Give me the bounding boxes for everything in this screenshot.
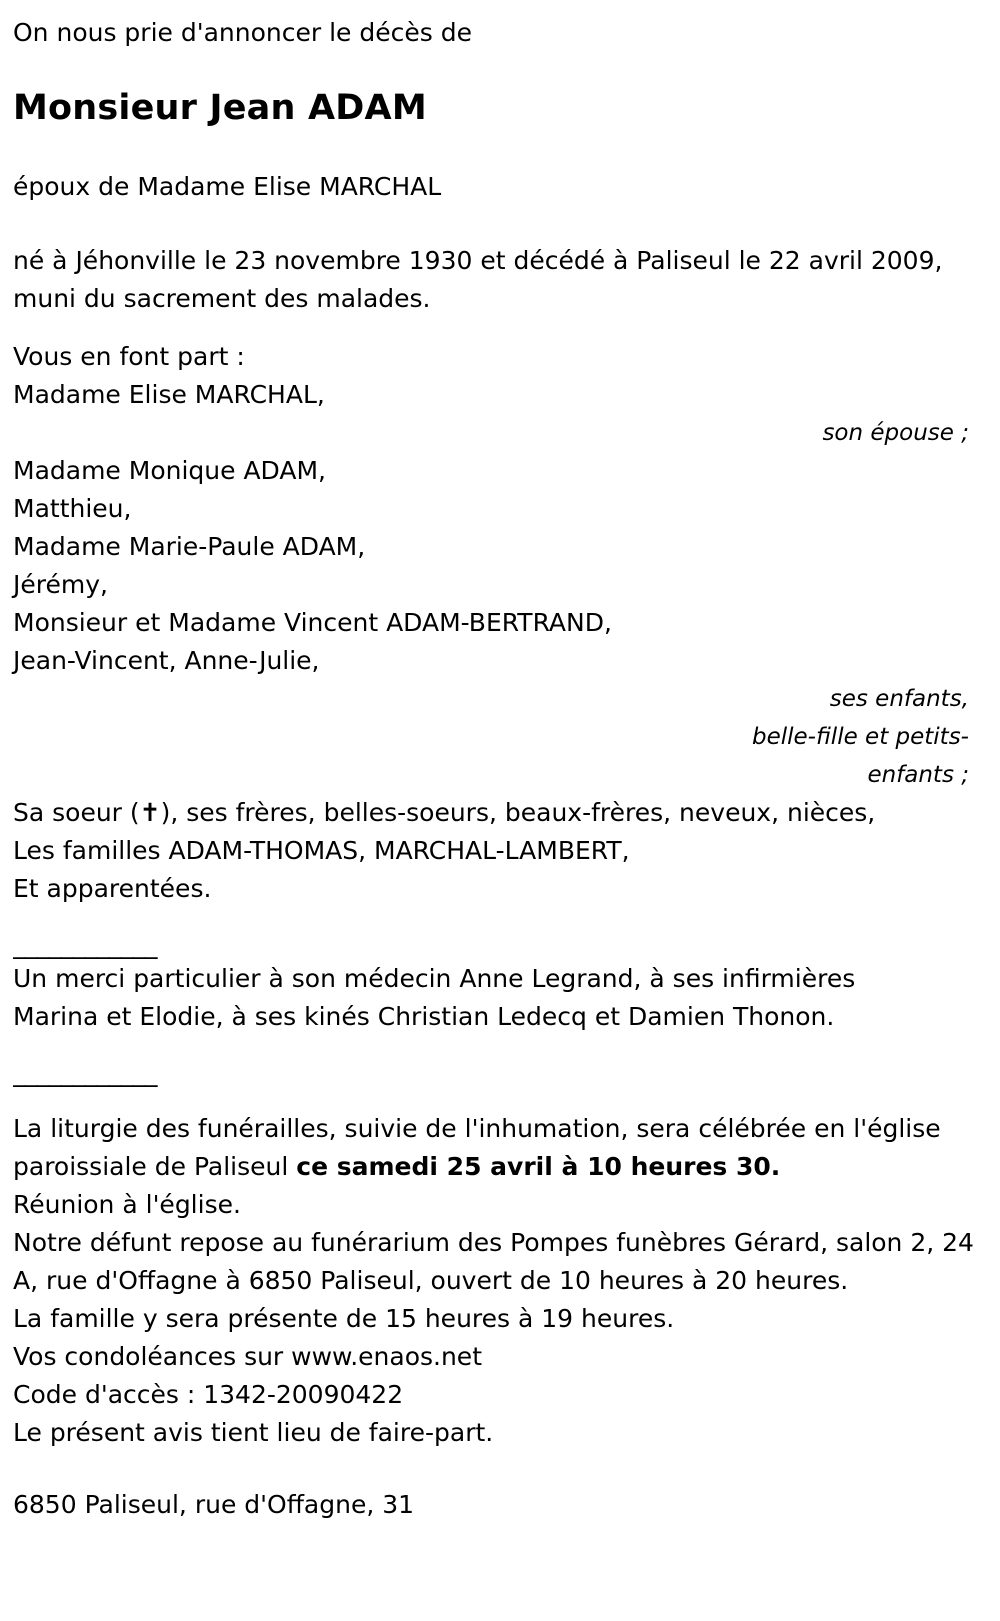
extended-family-line: Les familles ADAM-THOMAS, MARCHAL-LAMBERT,: [13, 836, 630, 865]
mourner-name: Monsieur et Madame Vincent ADAM-BERTRAND,: [13, 608, 612, 637]
relation-children-line-3: enfants ;: [867, 762, 969, 788]
thanks-line-2: Marina et Elodie, à ses kinés Christian Ledecq et Damien Thonon.: [13, 1002, 835, 1031]
mourners-intro: Vous en font part :: [13, 342, 245, 371]
deceased-name: Monsieur Jean ADAM: [13, 88, 427, 128]
section-divider: ____________: [13, 1058, 157, 1087]
family-presence-line: La famille y sera présente de 15 heures à 19 heures.: [13, 1304, 675, 1333]
extended-family-line: Et apparentées.: [13, 874, 212, 903]
birth-death-line-1: né à Jéhonville le 23 novembre 1930 et décédé à Paliseul le 22 avril 2009,: [13, 246, 943, 275]
mourner-name: Madame Marie-Paule ADAM,: [13, 532, 366, 561]
spouse-of-line: époux de Madame Elise MARCHAL: [13, 172, 442, 201]
relation-children-line-1: ses enfants,: [829, 686, 969, 712]
extended-family-line: Sa soeur (✝), ses frères, belles-soeurs, beaux-frères, neveux, nièces,: [13, 798, 876, 827]
faire-part-line: Le présent avis tient lieu de faire-part.: [13, 1418, 494, 1447]
announcement-intro: On nous prie d'annoncer le décès de: [13, 18, 472, 47]
meeting-line: Réunion à l'église.: [13, 1190, 241, 1219]
liturgy-text: La liturgie des funérailles, suivie de l'inhumation, sera célébrée en l'église paroissiale de Paliseul: [13, 1114, 941, 1181]
liturgy-paragraph: [13, 1110, 987, 1186]
liturgy-datetime: ce samedi 25 avril à 10 heures 30.: [296, 1152, 781, 1181]
mourner-name: Madame Elise MARCHAL,: [13, 380, 325, 409]
mourner-name: Matthieu,: [13, 494, 132, 523]
relation-spouse: son épouse ;: [822, 420, 969, 446]
section-divider: ____________: [13, 930, 157, 959]
funerarium-paragraph: Notre défunt repose au funérarium des Pompes funèbres Gérard, salon 2, 24 A, rue d'Offagne à 6850 Paliseul, ouvert de 10 heures à 20 heures.: [13, 1228, 974, 1295]
thanks-line-1: Un merci particulier à son médecin Anne Legrand, à ses infirmières: [13, 964, 856, 993]
access-code-line: Code d'accès : 1342-20090422: [13, 1380, 404, 1409]
mourner-name: Jérémy,: [13, 570, 108, 599]
birth-death-line-2: muni du sacrement des malades.: [13, 284, 431, 313]
mourner-name: Madame Monique ADAM,: [13, 456, 326, 485]
relation-children-line-2: belle-fille et petits-: [751, 724, 969, 750]
mourner-name: Jean-Vincent, Anne-Julie,: [13, 646, 320, 675]
condolences-line: Vos condoléances sur www.enaos.net: [13, 1342, 482, 1371]
footer-address: 6850 Paliseul, rue d'Offagne, 31: [13, 1490, 415, 1519]
